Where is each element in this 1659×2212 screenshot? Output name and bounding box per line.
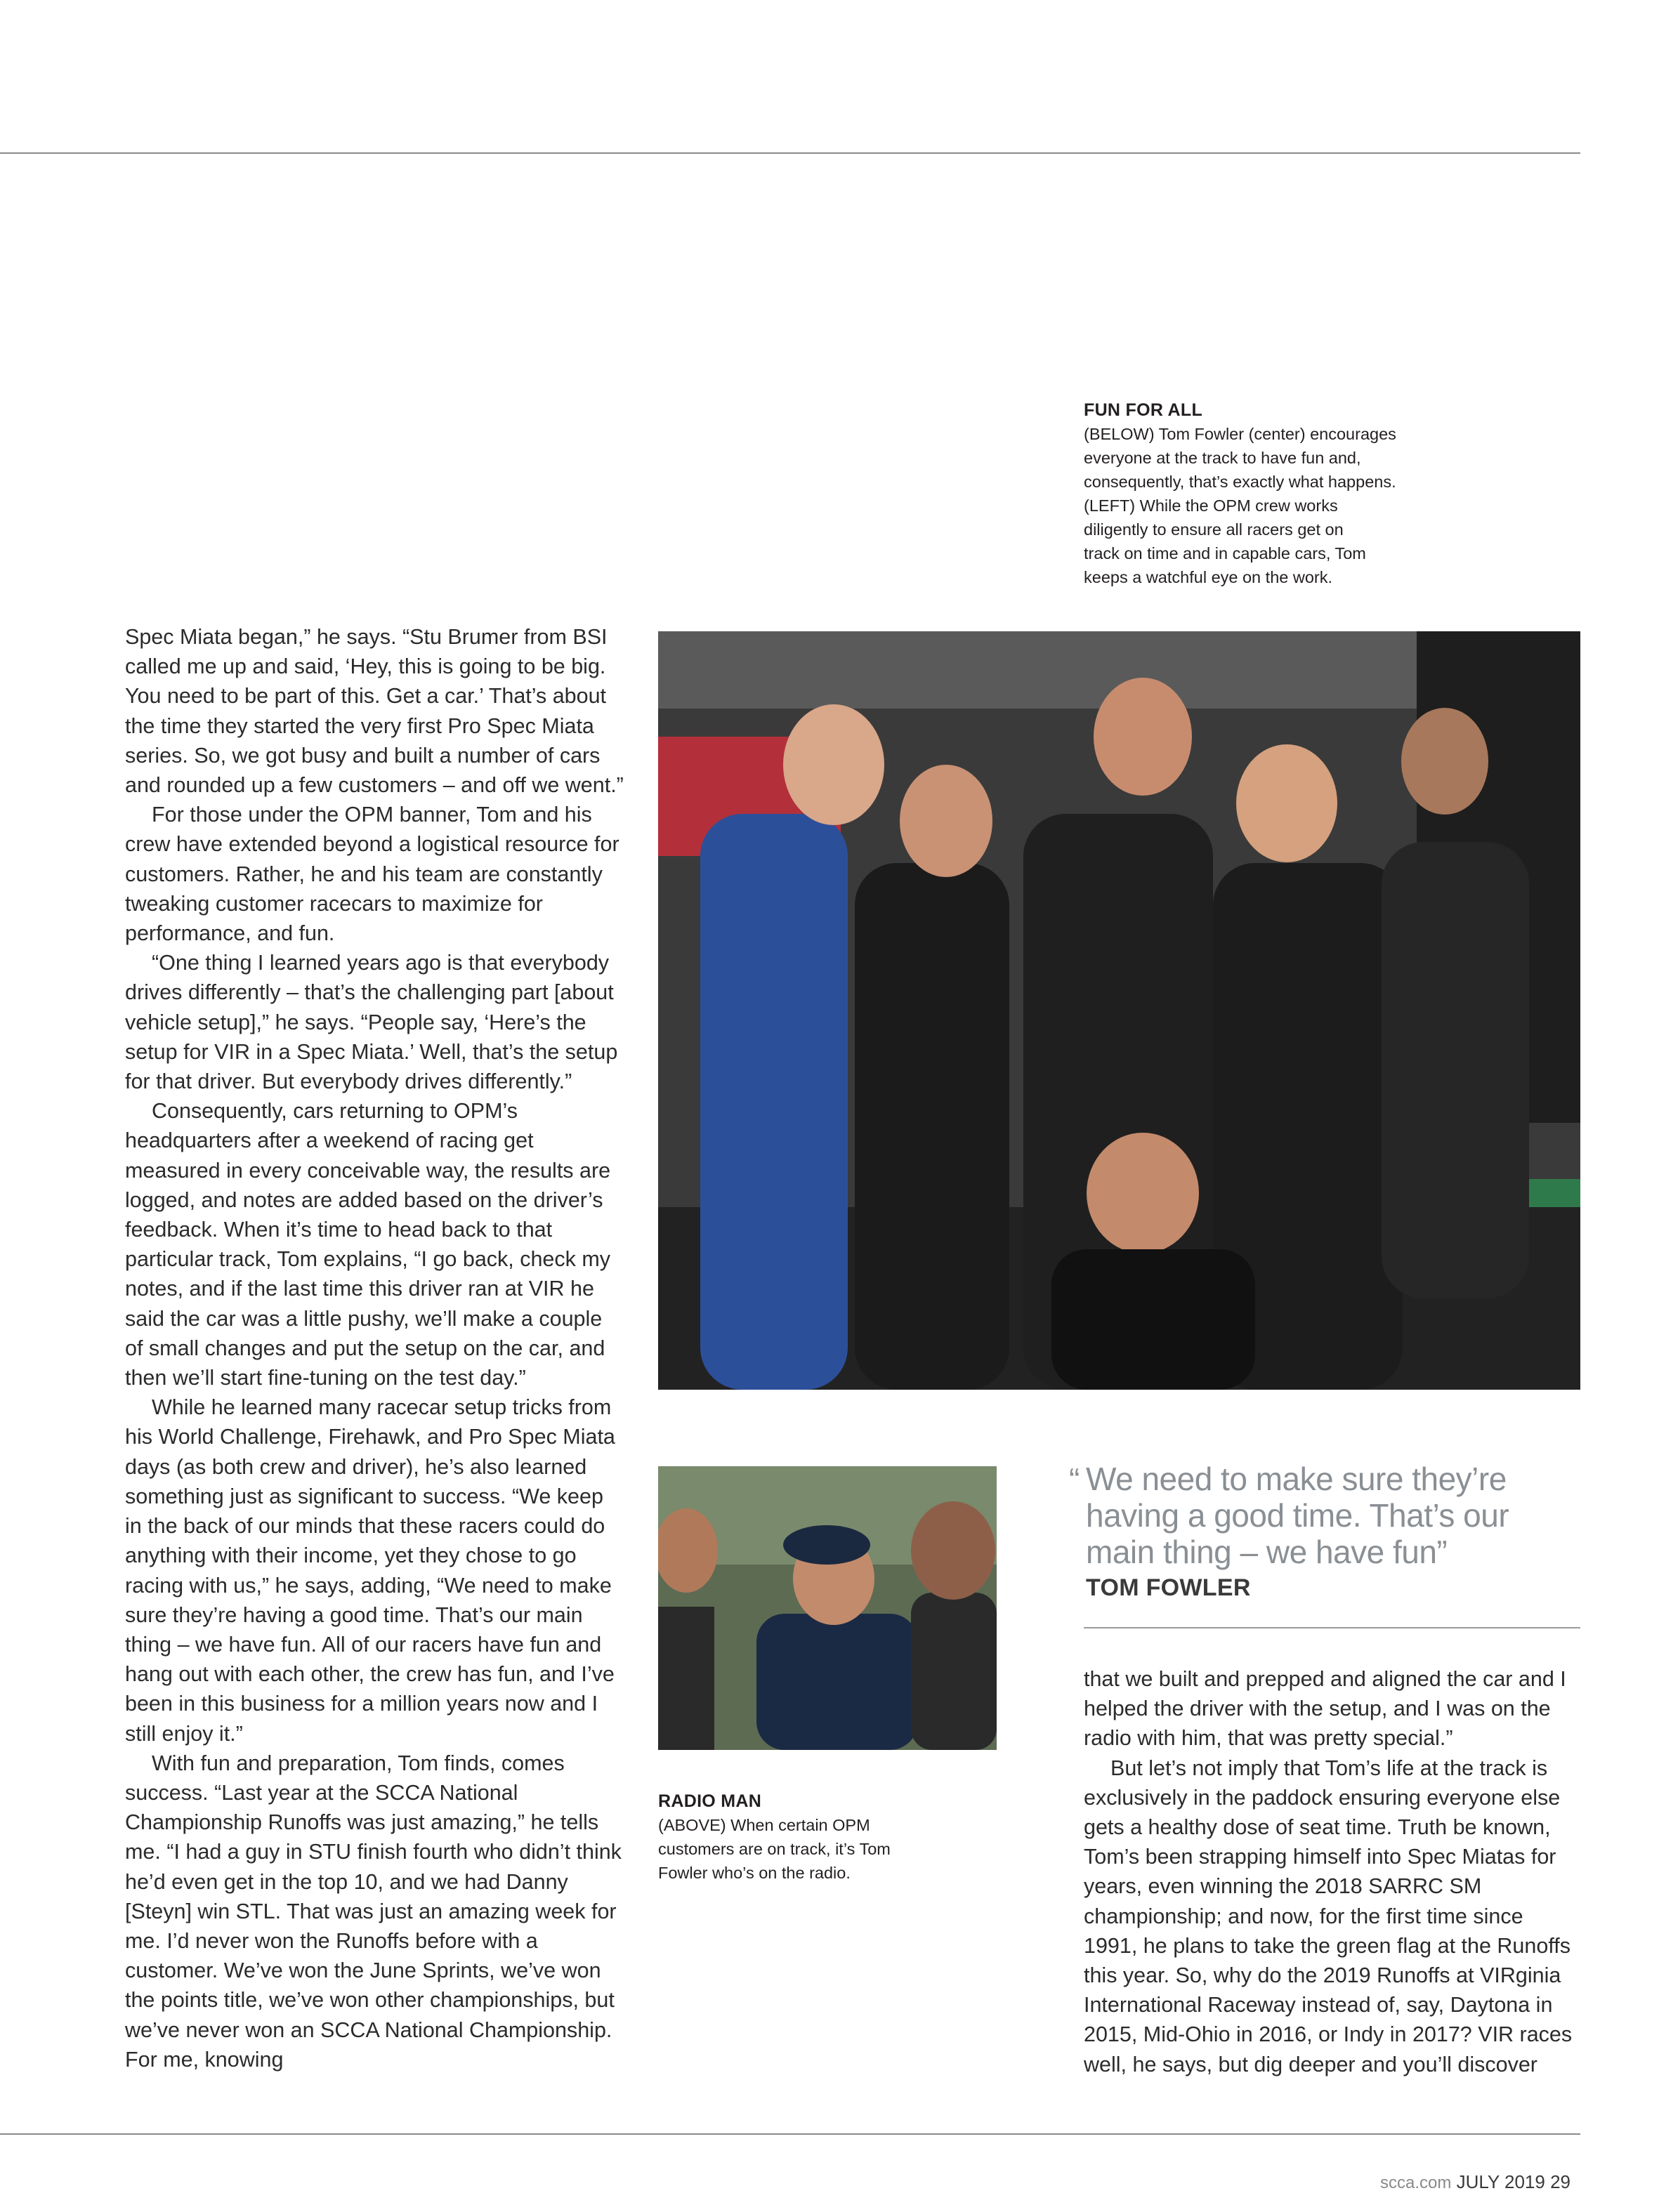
pull-quote-line: main thing – we have fun” <box>1086 1534 1448 1570</box>
caption-line: keeps a watchful eye on the work. <box>1084 568 1333 586</box>
caption-line: (ABOVE) When certain OPM <box>658 1816 870 1834</box>
paragraph: “One thing I learned years ago is that everybody drives differently – that’s the challenging part [about vehicle setup],” he says. “People say, ‘Here’s the setup for VIR in a Spec Miata.’ Well, that’s the setup for that driver. But everybody drives differently.” <box>125 951 618 1094</box>
caption-title: RADIO MAN <box>658 1791 762 1811</box>
group-photo-graphic <box>658 631 1580 1390</box>
paragraph: that we built and prepped and aligned the car and I helped the driver with the setup, and I was on the radio with him, that was pretty special.” <box>1084 1667 1566 1751</box>
body-column-right <box>1084 1664 1582 2079</box>
body-column-left <box>125 622 625 2074</box>
caption-line: track on time and in capable cars, Tom <box>1084 544 1366 562</box>
caption-title: FUN FOR ALL <box>1084 400 1203 420</box>
quote-mark-icon: “ <box>1069 1461 1080 1498</box>
caption-line: Fowler who’s on the radio. <box>658 1864 851 1882</box>
caption-line: (LEFT) While the OPM crew works <box>1084 496 1338 515</box>
paragraph: While he learned many racecar setup tricks from his World Challenge, Firehawk, and Pro Spec Miata days (as both crew and driver), he’s also learned something just as significant to success. “We keep in the back of our minds that these racers could do anything with their income, yet they chose to go racing with us,” he says, adding, “We need to make sure they’re having a good time. That’s our main thing – we have fun. All of our racers have fun and hang out with each other, the crew has fun, and I’ve been in this business for a million years now and I still enjoy it.” <box>125 1395 615 1746</box>
page-folio <box>1380 2171 1571 2193</box>
folio-issue: JULY 2019 <box>1456 2171 1545 2192</box>
folio-page-number: 29 <box>1550 2171 1571 2192</box>
top-rule <box>0 152 1580 154</box>
bottom-rule <box>0 2133 1580 2135</box>
fun-for-all-caption <box>1084 398 1477 589</box>
caption-line: consequently, that’s exactly what happens. <box>1084 473 1396 491</box>
pull-quote <box>1069 1461 1578 1602</box>
caption-line: diligently to ensure all racers get on <box>1084 520 1344 539</box>
pull-quote-rule <box>1084 1627 1580 1628</box>
paragraph: Spec Miata began,” he says. “Stu Brumer from BSI called me up and said, ‘Hey, this is going to be big. You need to be part of this. Get a car.’ That’s about the time they started the very first Pro Spec Miata series. So, we got busy and built a number of cars and rounded up a few customers – and off we went.” <box>125 625 624 798</box>
radio-man-caption <box>658 1789 967 1885</box>
radio-man-photo <box>658 1466 997 1750</box>
pull-quote-attribution: TOM FOWLER <box>1086 1574 1251 1601</box>
caption-line: (BELOW) Tom Fowler (center) encourages <box>1084 425 1396 443</box>
caption-line: customers are on track, it’s Tom <box>658 1840 891 1858</box>
pull-quote-line: We need to make sure they’re <box>1086 1461 1507 1497</box>
group-photo <box>658 631 1580 1390</box>
radio-man-photo-graphic <box>658 1466 997 1750</box>
paragraph: With fun and preparation, Tom finds, comes success. “Last year at the SCCA National Championship Runoffs was just amazing,” he tells me. “I had a guy in STU finish fourth who didn’t think he’d even get in the top 10, and we had Danny [Steyn] win STL. That was just an amazing week for me. I’d never won the Runoffs before with a customer. We’ve won the June Sprints, we’ve won the points title, we’ve won other championships, but we’ve never won an SCCA National Championship. For me, knowing <box>125 1751 622 2072</box>
paragraph: For those under the OPM banner, Tom and his crew have extended beyond a logistical resource for customers. Rather, he and his team are constantly tweaking customer racecars to maximize for performance, and fun. <box>125 803 619 946</box>
pull-quote-line: having a good time. That’s our <box>1086 1497 1509 1534</box>
caption-line: everyone at the track to have fun and, <box>1084 449 1361 467</box>
folio-site: scca.com <box>1380 2173 1452 2192</box>
paragraph: Consequently, cars returning to OPM’s headquarters after a weekend of racing get measured in every conceivable way, the results are logged, and notes are added based on the driver’s feedback. When it’s time to head back to that particular track, Tom explains, “I go back, check my notes, and if the last time this driver ran at VIR he said the car was a little pushy, we’ll make a couple of small changes and put the setup on the car, and then we’ll start fine-tuning on the test day.” <box>125 1099 611 1390</box>
paragraph: But let’s not imply that Tom’s life at the track is exclusively in the paddock ensuring everyone else gets a healthy dose of seat time. Truth be known, Tom’s been strapping himself into Spec Miatas for years, even winning the 2018 SARRC SM championship; and now, for the first time since 1991, he plans to take the green flag at the Runoffs this year. So, why do the 2019 Runoffs at VIRginia International Raceway instead of, say, Daytona in 2015, Mid-Ohio in 2016, or Indy in 2017? VIR races well, he says, but dig deeper and you’ll discover <box>1084 1756 1573 2076</box>
